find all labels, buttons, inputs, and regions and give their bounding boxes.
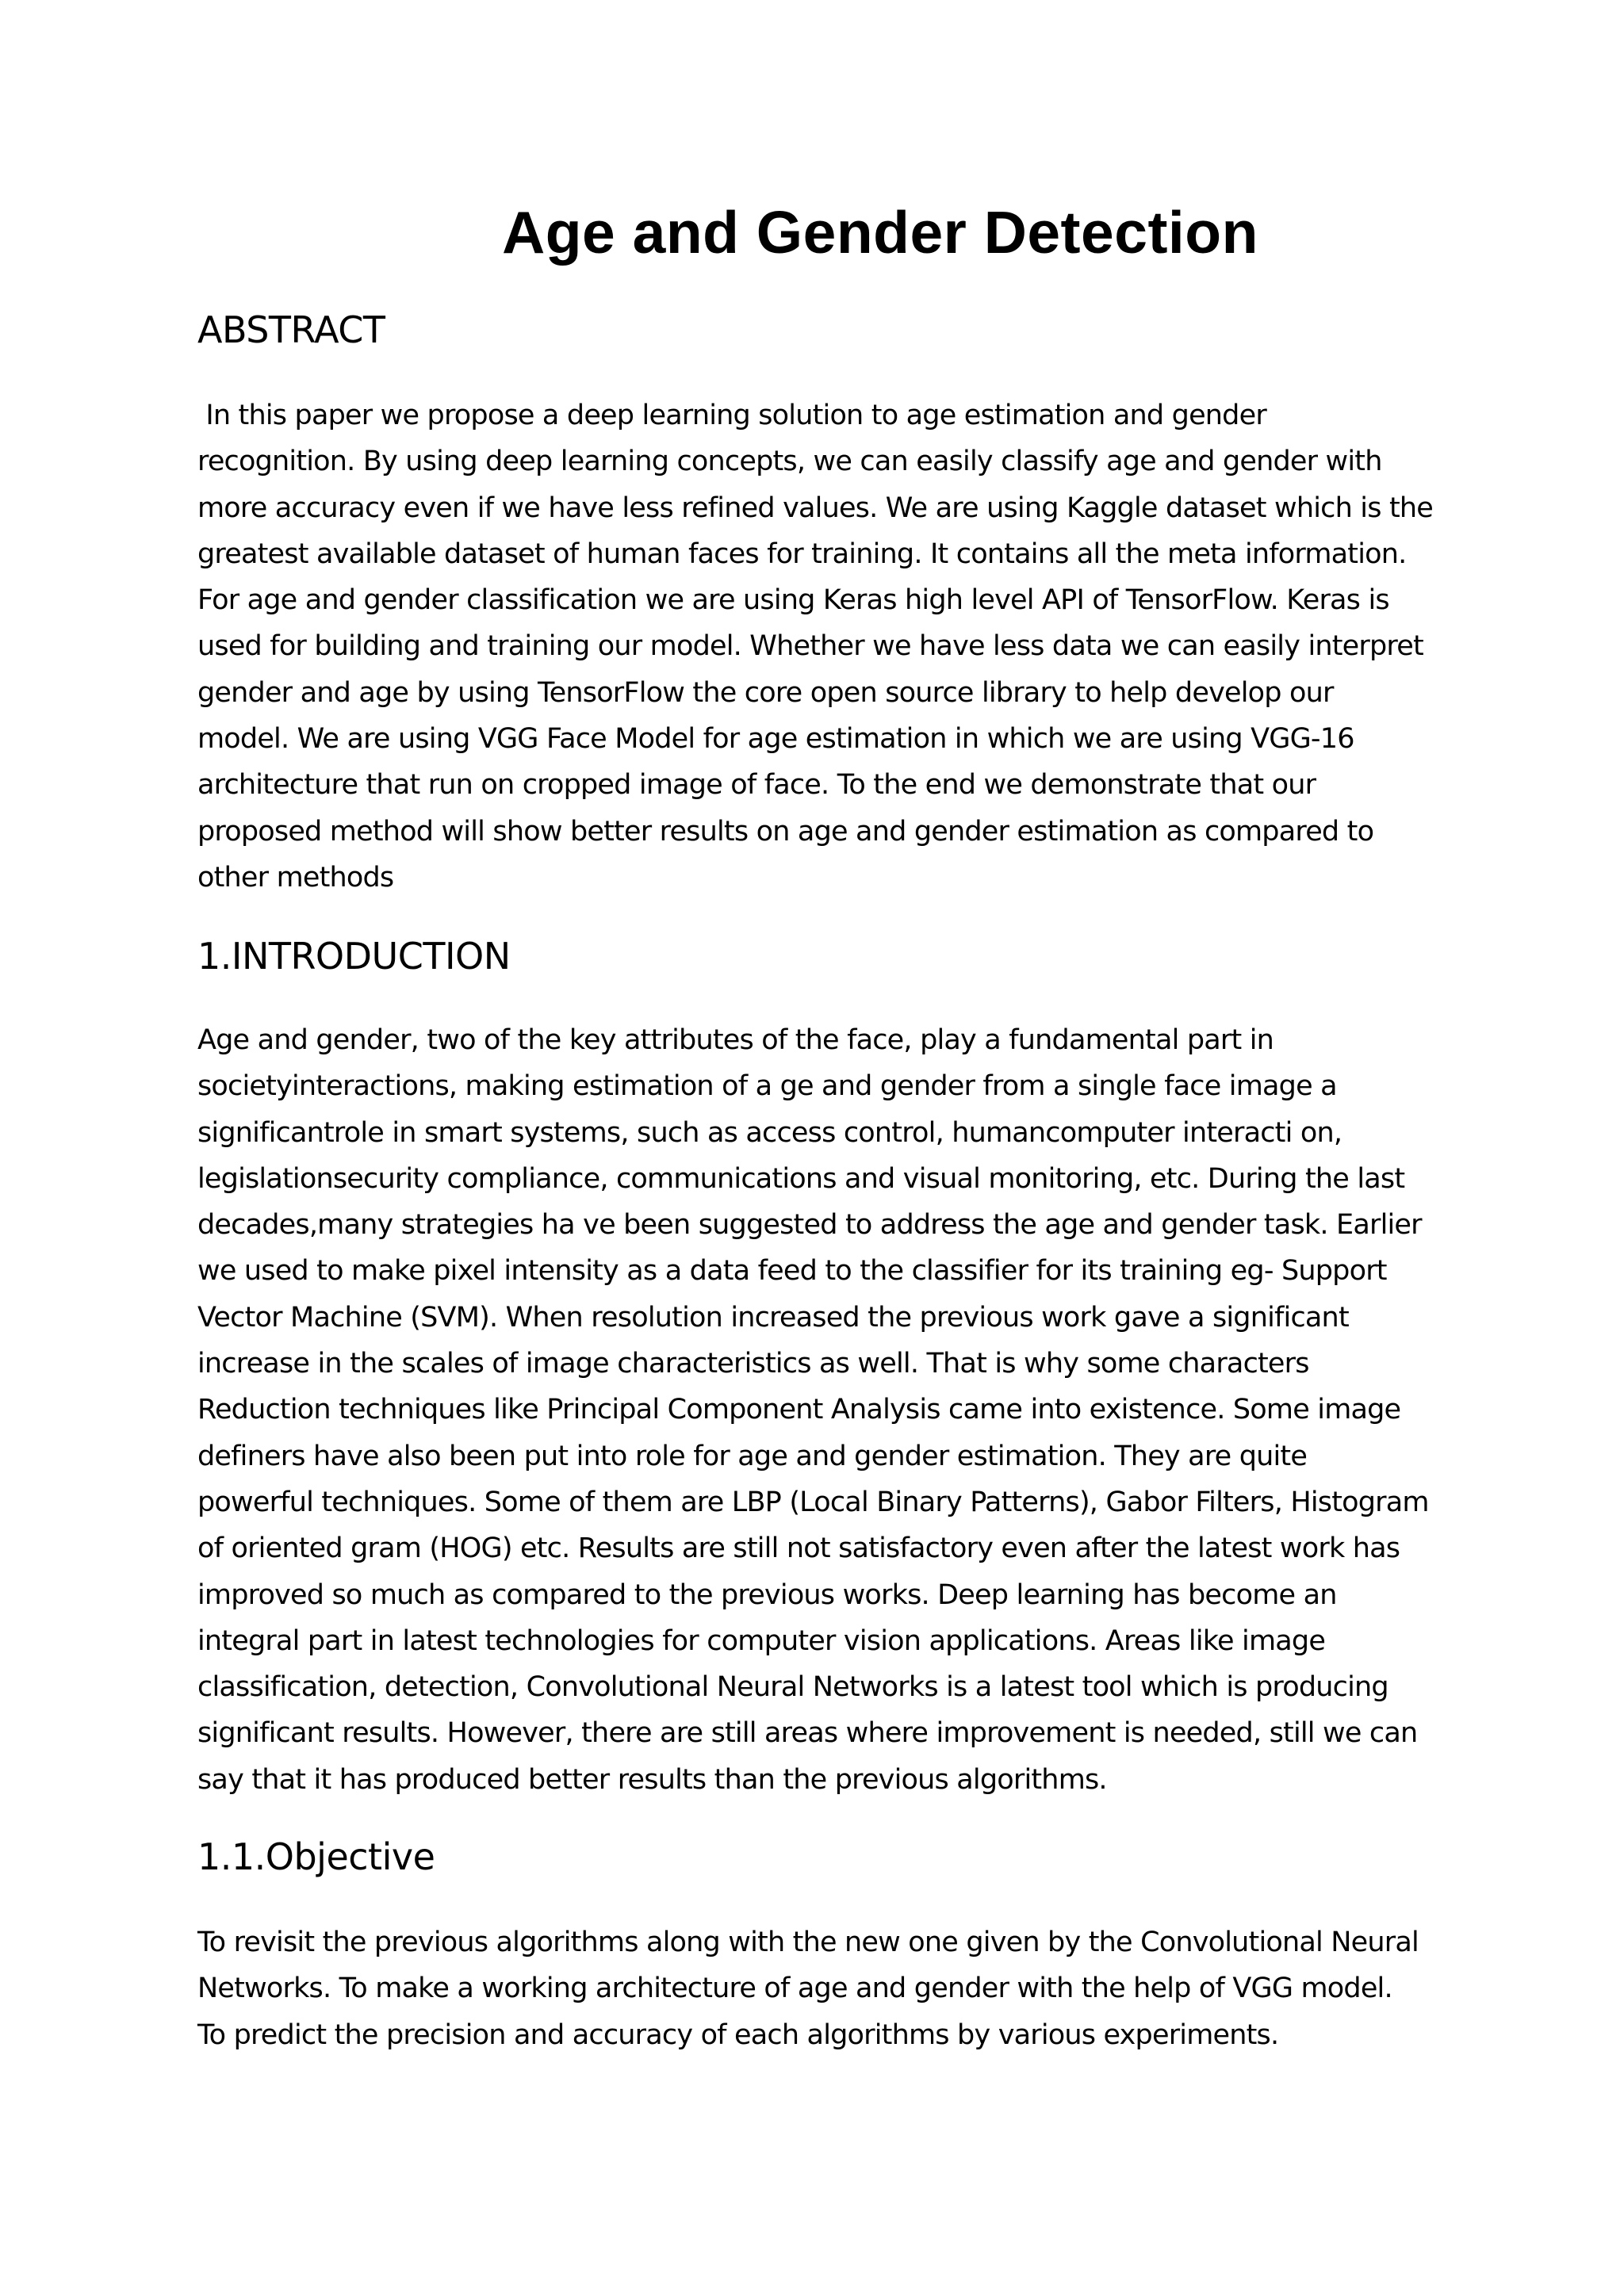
text-line: recognition. By using deep learning concepts, we can easily classify age and gender with xyxy=(197,446,1382,478)
text-line: To predict the precision and accuracy of each algorithms by various experiments. xyxy=(197,2019,1279,2051)
text-line: To revisit the previous algorithms along with the new one given by the Convolutional Neural xyxy=(197,1927,1419,1958)
text-line: powerful techniques. Some of them are LBP (Local Binary Patterns), Gabor Filters, Histogram xyxy=(197,1486,1429,1518)
text-line: say that it has produced better results than the previous algorithms. xyxy=(197,1763,1107,1796)
text-line: increase in the scales of image characteristics as well. That is why some characters xyxy=(197,1348,1309,1380)
text-line: Age and gender, two of the key attributes of the face, play a fundamental part in xyxy=(197,1024,1274,1056)
text-line: more accuracy even if we have less refined values. We are using Kaggle dataset which is the xyxy=(197,492,1434,524)
text-line: Reduction techniques like Principal Component Analysis came into existence. Some image xyxy=(197,1394,1401,1426)
text-line: legislationsecurity compliance, communications and visual monitoring, etc. During the last xyxy=(197,1162,1405,1195)
text-line: For age and gender classification we are using Keras high level API of TensorFlow. Keras is xyxy=(197,584,1389,617)
introduction-paragraph xyxy=(197,1017,1450,1803)
text-line: definers have also been put into role for age and gender estimation. They are quite xyxy=(197,1440,1308,1472)
text-line: integral part in latest technologies for computer vision applications. Areas like image xyxy=(197,1624,1326,1657)
text-line: model. We are using VGG Face Model for age estimation in which we are using VGG-16 xyxy=(197,723,1354,756)
text-line: significant results. However, there are still areas where improvement is needed, still we can xyxy=(197,1717,1418,1750)
introduction-heading: 1.INTRODUCTION xyxy=(197,935,511,978)
text-line: improved so much as compared to the previous works. Deep learning has become an xyxy=(197,1578,1337,1611)
text-line: Networks. To make a working architecture of age and gender with the help of VGG model. xyxy=(197,1973,1392,2005)
abstract-paragraph xyxy=(197,392,1450,901)
text-line: Vector Machine (SVM). When resolution increased the previous work gave a significant xyxy=(197,1301,1349,1334)
text-line: proposed method will show better results on age and gender estimation as compared to xyxy=(197,815,1374,848)
objective-paragraph xyxy=(197,1919,1450,2058)
text-line: we used to make pixel intensity as a data feed to the classifier for its training eg- Support xyxy=(197,1255,1387,1288)
paper-title: Age and Gender Detection xyxy=(502,199,1258,266)
text-line: gender and age by using TensorFlow the core open source library to help develop our xyxy=(197,676,1334,709)
text-line: societyinteractions, making estimation of a ge and gender from a single face image a xyxy=(197,1070,1337,1103)
objective-heading: 1.1.Objective xyxy=(197,1835,435,1878)
text-line: architecture that run on cropped image of face. To the end we demonstrate that our xyxy=(197,769,1316,802)
text-line: significantrole in smart systems, such as access control, humancomputer interacti on, xyxy=(197,1116,1342,1149)
text-line: classification, detection, Convolutional Neural Networks is a latest tool which is producing xyxy=(197,1671,1388,1704)
text-line: greatest available dataset of human faces for training. It contains all the meta information. xyxy=(197,538,1407,570)
text-line: used for building and training our model. Whether we have less data we can easily interpret xyxy=(197,630,1423,663)
text-line: In this paper we propose a deep learning solution to age estimation and gender xyxy=(197,400,1266,431)
text-line: of oriented gram (HOG) etc. Results are still not satisfactory even after the latest work has xyxy=(197,1533,1400,1565)
text-line: other methods xyxy=(197,861,394,894)
text-line: decades,many strategies ha ve been suggested to address the age and gender task. Earlier xyxy=(197,1209,1422,1242)
abstract-heading: ABSTRACT xyxy=(197,308,385,351)
